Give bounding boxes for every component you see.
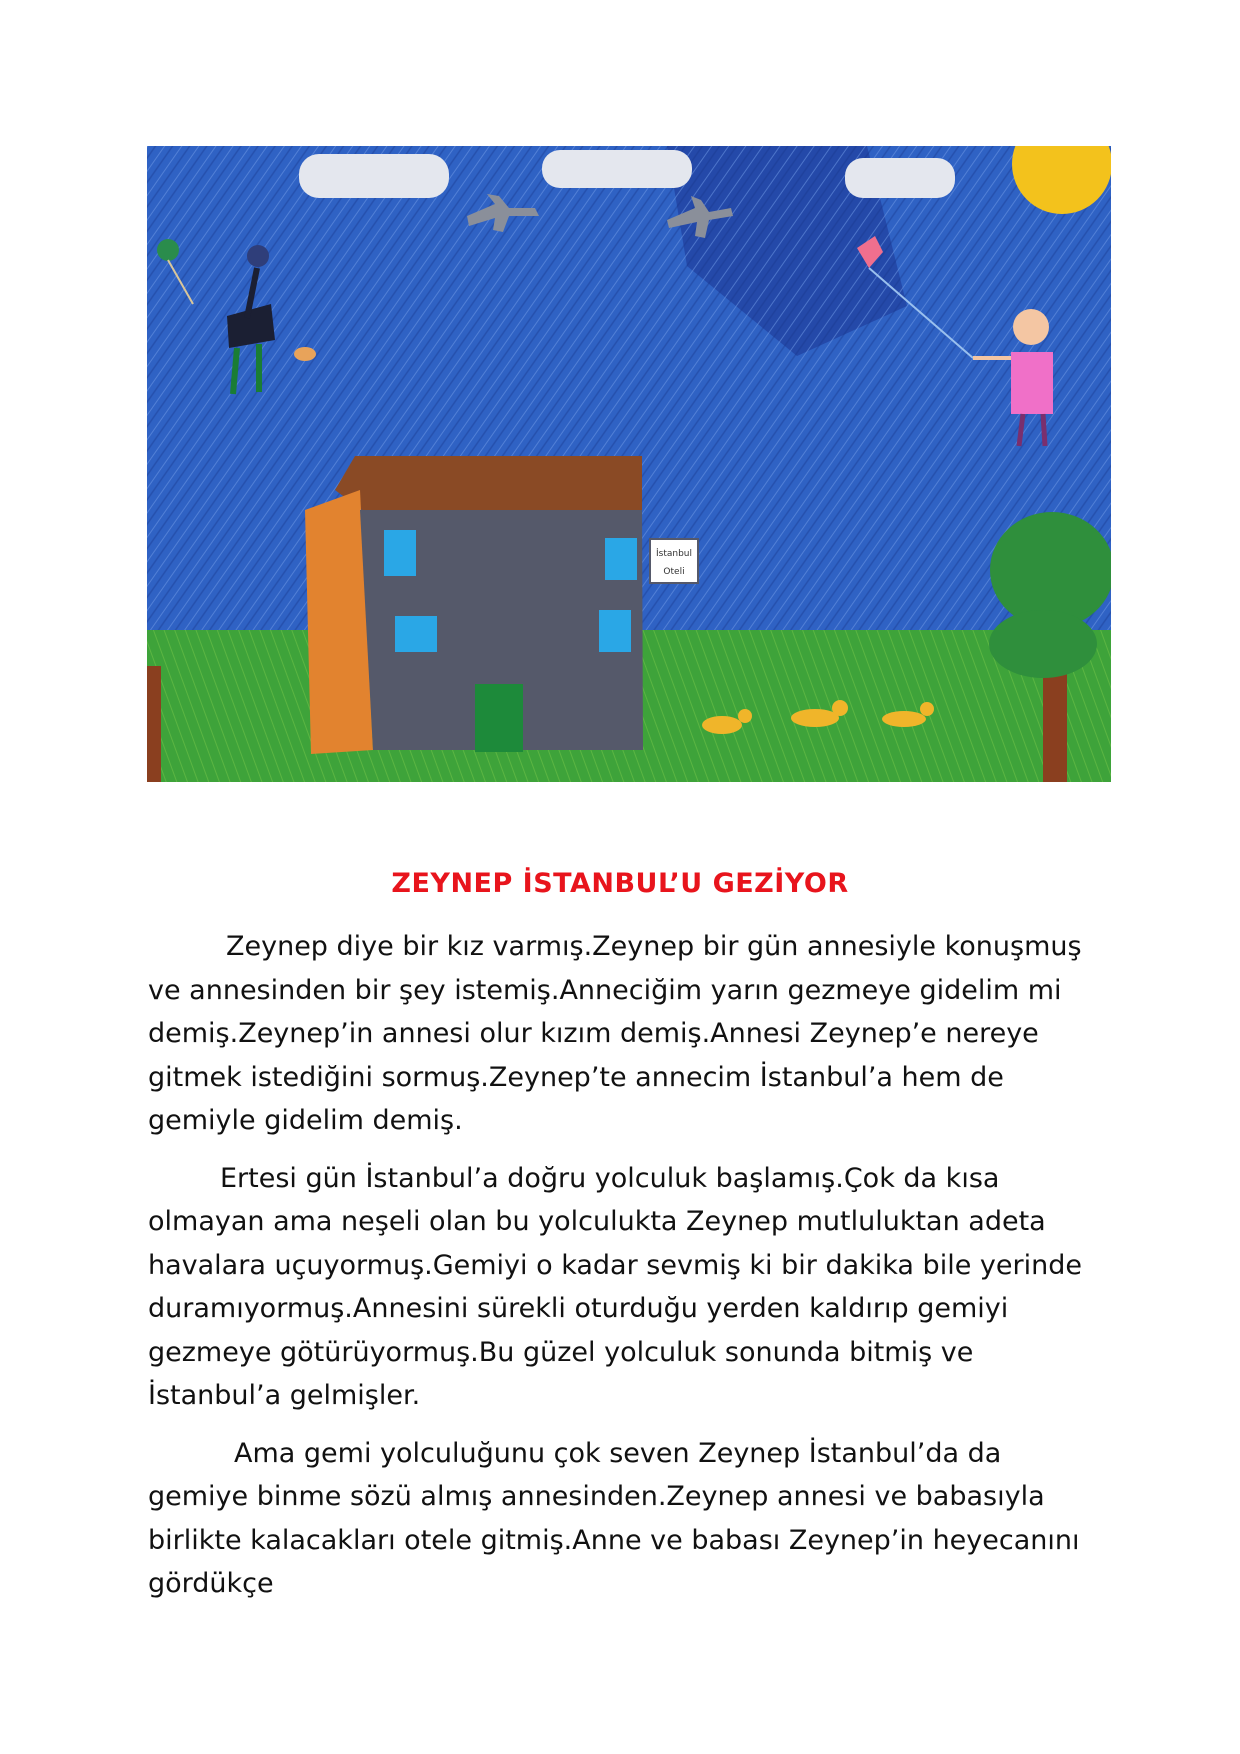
- story-body: [148, 925, 1094, 1620]
- sign-line-1: İstanbul: [655, 549, 693, 559]
- story-paragraph: Ama gemi yolculuğunu çok seven Zeynep İstanbul’da da gemiye binme sözü almış annesinden.Zeynep annesi ve babasıyla birlikte kalacakları otele gitmiş.Anne ve babası Zeynep’in heyecanını gördükçe: [148, 1437, 1080, 1599]
- window: [395, 616, 437, 652]
- window: [384, 530, 416, 576]
- hotel-sign: [650, 539, 698, 583]
- story-title: ZEYNEP İSTANBUL’U GEZİYOR: [391, 868, 849, 899]
- sign-line-2: Oteli: [663, 567, 685, 577]
- window: [605, 538, 637, 580]
- story-paragraph: Ertesi gün İstanbul’a doğru yolculuk başlamış.Çok da kısa olmayan ama neşeli olan bu yolculukta Zeynep mutluluktan adeta havalara uçuyormuş.Gemiyi o kadar sevmiş ki bir dakika bile yerinde duramıyormuş.Annesini sürekli oturduğu yerden kaldırıp gemiyi gezmeye götürüyormuş.Bu güzel yolculuk sonunda bitmiş ve İstanbul’a gelmişler.: [148, 1162, 1082, 1411]
- story-paragraph: Zeynep diye bir kız varmış.Zeynep bir gün annesiyle konuşmuş ve annesinden bir şey istemiş.Anneciğim yarın gezmeye gidelim mi demiş.Zeynep’in annesi olur kızım demiş.Annesi Zeynep’e nereye gitmek istediğini sormuş.Zeynep’te annecim İstanbul’a hem de gemiyle gidelim demiş.: [148, 931, 1082, 1136]
- door: [475, 684, 523, 752]
- window: [599, 610, 631, 652]
- hotel-building: [305, 456, 643, 754]
- tree-trunk-left: [147, 666, 161, 782]
- childrens-drawing: [147, 146, 1111, 782]
